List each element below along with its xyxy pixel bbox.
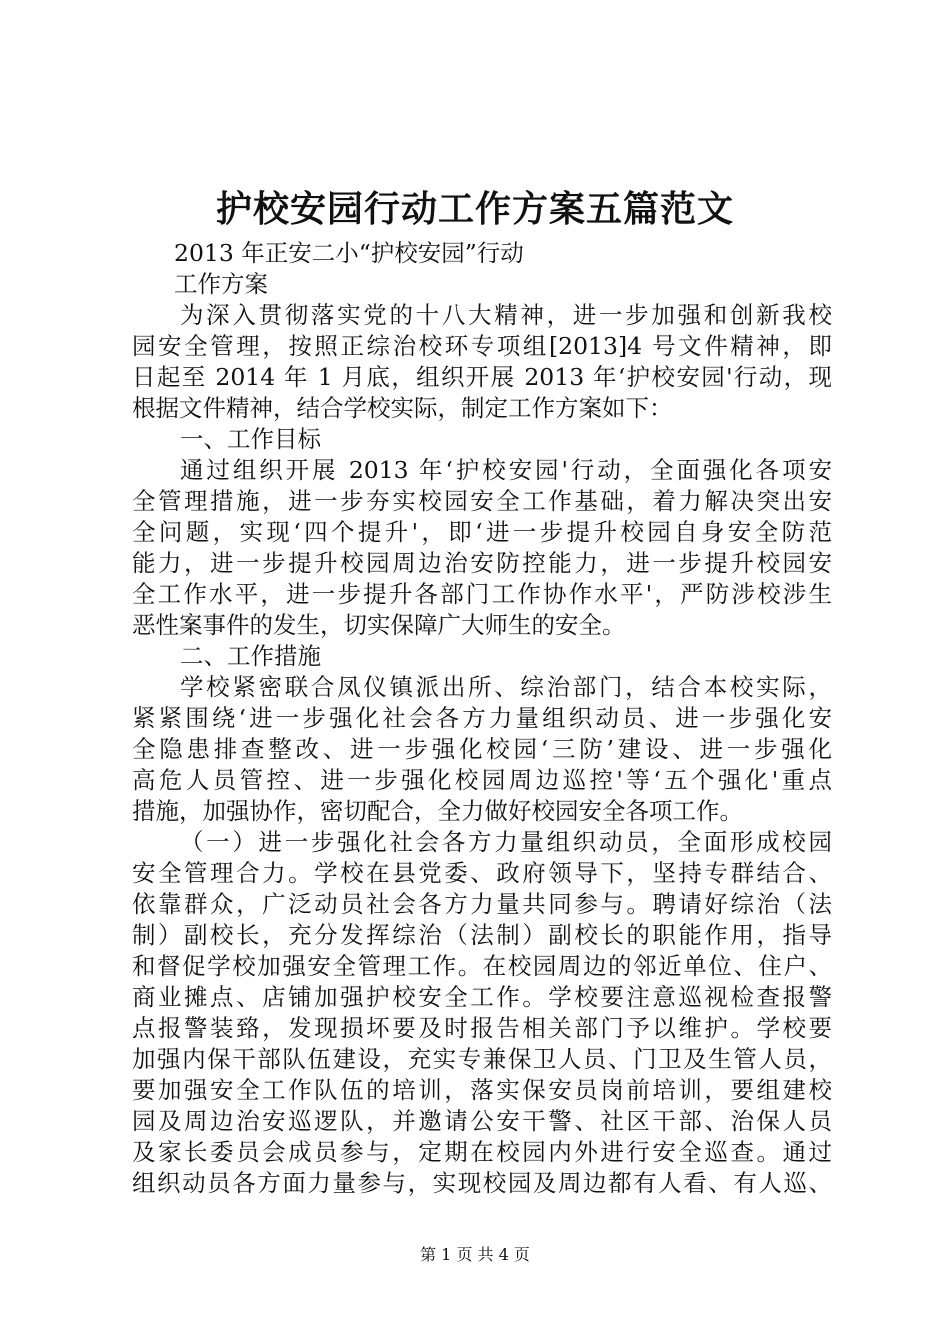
body-line: 点报警装臵，发现损坏要及时报告相关部门予以维护。学校要 xyxy=(132,1014,832,1042)
body-line: 措施，加强协作，密切配合，全力做好校园安全各项工作。 xyxy=(132,797,743,825)
body-line: 商业摊点、店铺加强护校安全工作。学校要注意巡视检查报警 xyxy=(132,983,832,1011)
body-line: 能力，进一步提升校园周边治安防控能力，进一步提升校园安 xyxy=(132,549,832,577)
body-line: 加强内保干部队伍建设，充实专兼保卫人员、门卫及生管人员， xyxy=(132,1045,832,1073)
body-line: 全管理措施，进一步夯实校园安全工作基础，着力解决突出安 xyxy=(132,487,832,515)
body-line: 园及周边治安巡逻队，并邀请公安干警、社区干部、治保人员 xyxy=(132,1107,832,1135)
body-line: 组织动员各方面力量参与，实现校园及周边都有人看、有人巡、 xyxy=(132,1169,832,1197)
body-line: 园安全管理，按照正综治校环专项组[2013]4 号文件精神，即 xyxy=(132,332,832,360)
body-line: （一）进一步强化社会各方力量组织动员，全面形成校园 xyxy=(180,828,832,856)
body-line: 日起至 2014 年 1 月底，组织开展 2013 年‘护校安园'行动，现 xyxy=(132,363,832,391)
body-line: 及家长委员会成员参与，定期在校园内外进行安全巡查。通过 xyxy=(132,1138,832,1166)
body-line: 通过组织开展 2013 年‘护校安园'行动，全面强化各项安 xyxy=(180,456,832,484)
page-footer: 第 1 页 共 4 页 xyxy=(420,1245,530,1264)
document-body xyxy=(132,238,832,1199)
body-line: 全隐患排查整改、进一步强化校园‘三防’建设、进一步强化 xyxy=(132,735,832,763)
body-line: 全工作水平，进一步提升各部门工作协作水平'，严防涉校涉生 xyxy=(132,580,832,608)
body-line: 二、工作措施 xyxy=(180,642,321,670)
body-line: 安全管理合力。学校在县党委、政府领导下，坚持专群结合、 xyxy=(132,859,832,887)
document-title: 护校安园行动工作方案五篇范文 xyxy=(215,188,734,230)
body-line: 全问题，实现‘四个提升'，即‘进一步提升校园自身安全防范 xyxy=(132,518,832,546)
body-line: 根据文件精神，结合学校实际，制定工作方案如下： xyxy=(132,394,673,422)
body-line: 2013 年正安二小“护校安园”行动 xyxy=(174,239,524,267)
body-line: 恶性案事件的发生，切实保障广大师生的安全。 xyxy=(132,611,626,639)
body-line: 要加强安全工作队伍的培训，落实保安员岗前培训，要组建校 xyxy=(132,1076,832,1104)
body-line: 学校紧密联合凤仪镇派出所、综治部门，结合本校实际， xyxy=(180,673,832,701)
body-line: 工作方案 xyxy=(174,270,268,298)
body-line: 和督促学校加强安全管理工作。在校园周边的邻近单位、住户、 xyxy=(132,952,832,980)
body-line: 紧紧围绕‘进一步强化社会各方力量组织动员、进一步强化安 xyxy=(132,704,832,732)
body-line: 制）副校长，充分发挥综治（法制）副校长的职能作用，指导 xyxy=(132,921,832,949)
body-line: 为深入贯彻落实党的十八大精神，进一步加强和创新我校 xyxy=(180,301,832,329)
body-line: 依靠群众，广泛动员社会各方力量共同参与。聘请好综治（法 xyxy=(132,890,832,918)
body-line: 一、工作目标 xyxy=(180,425,321,453)
body-line: 高危人员管控、进一步强化校园周边巡控'等‘五个强化'重点 xyxy=(132,766,832,794)
